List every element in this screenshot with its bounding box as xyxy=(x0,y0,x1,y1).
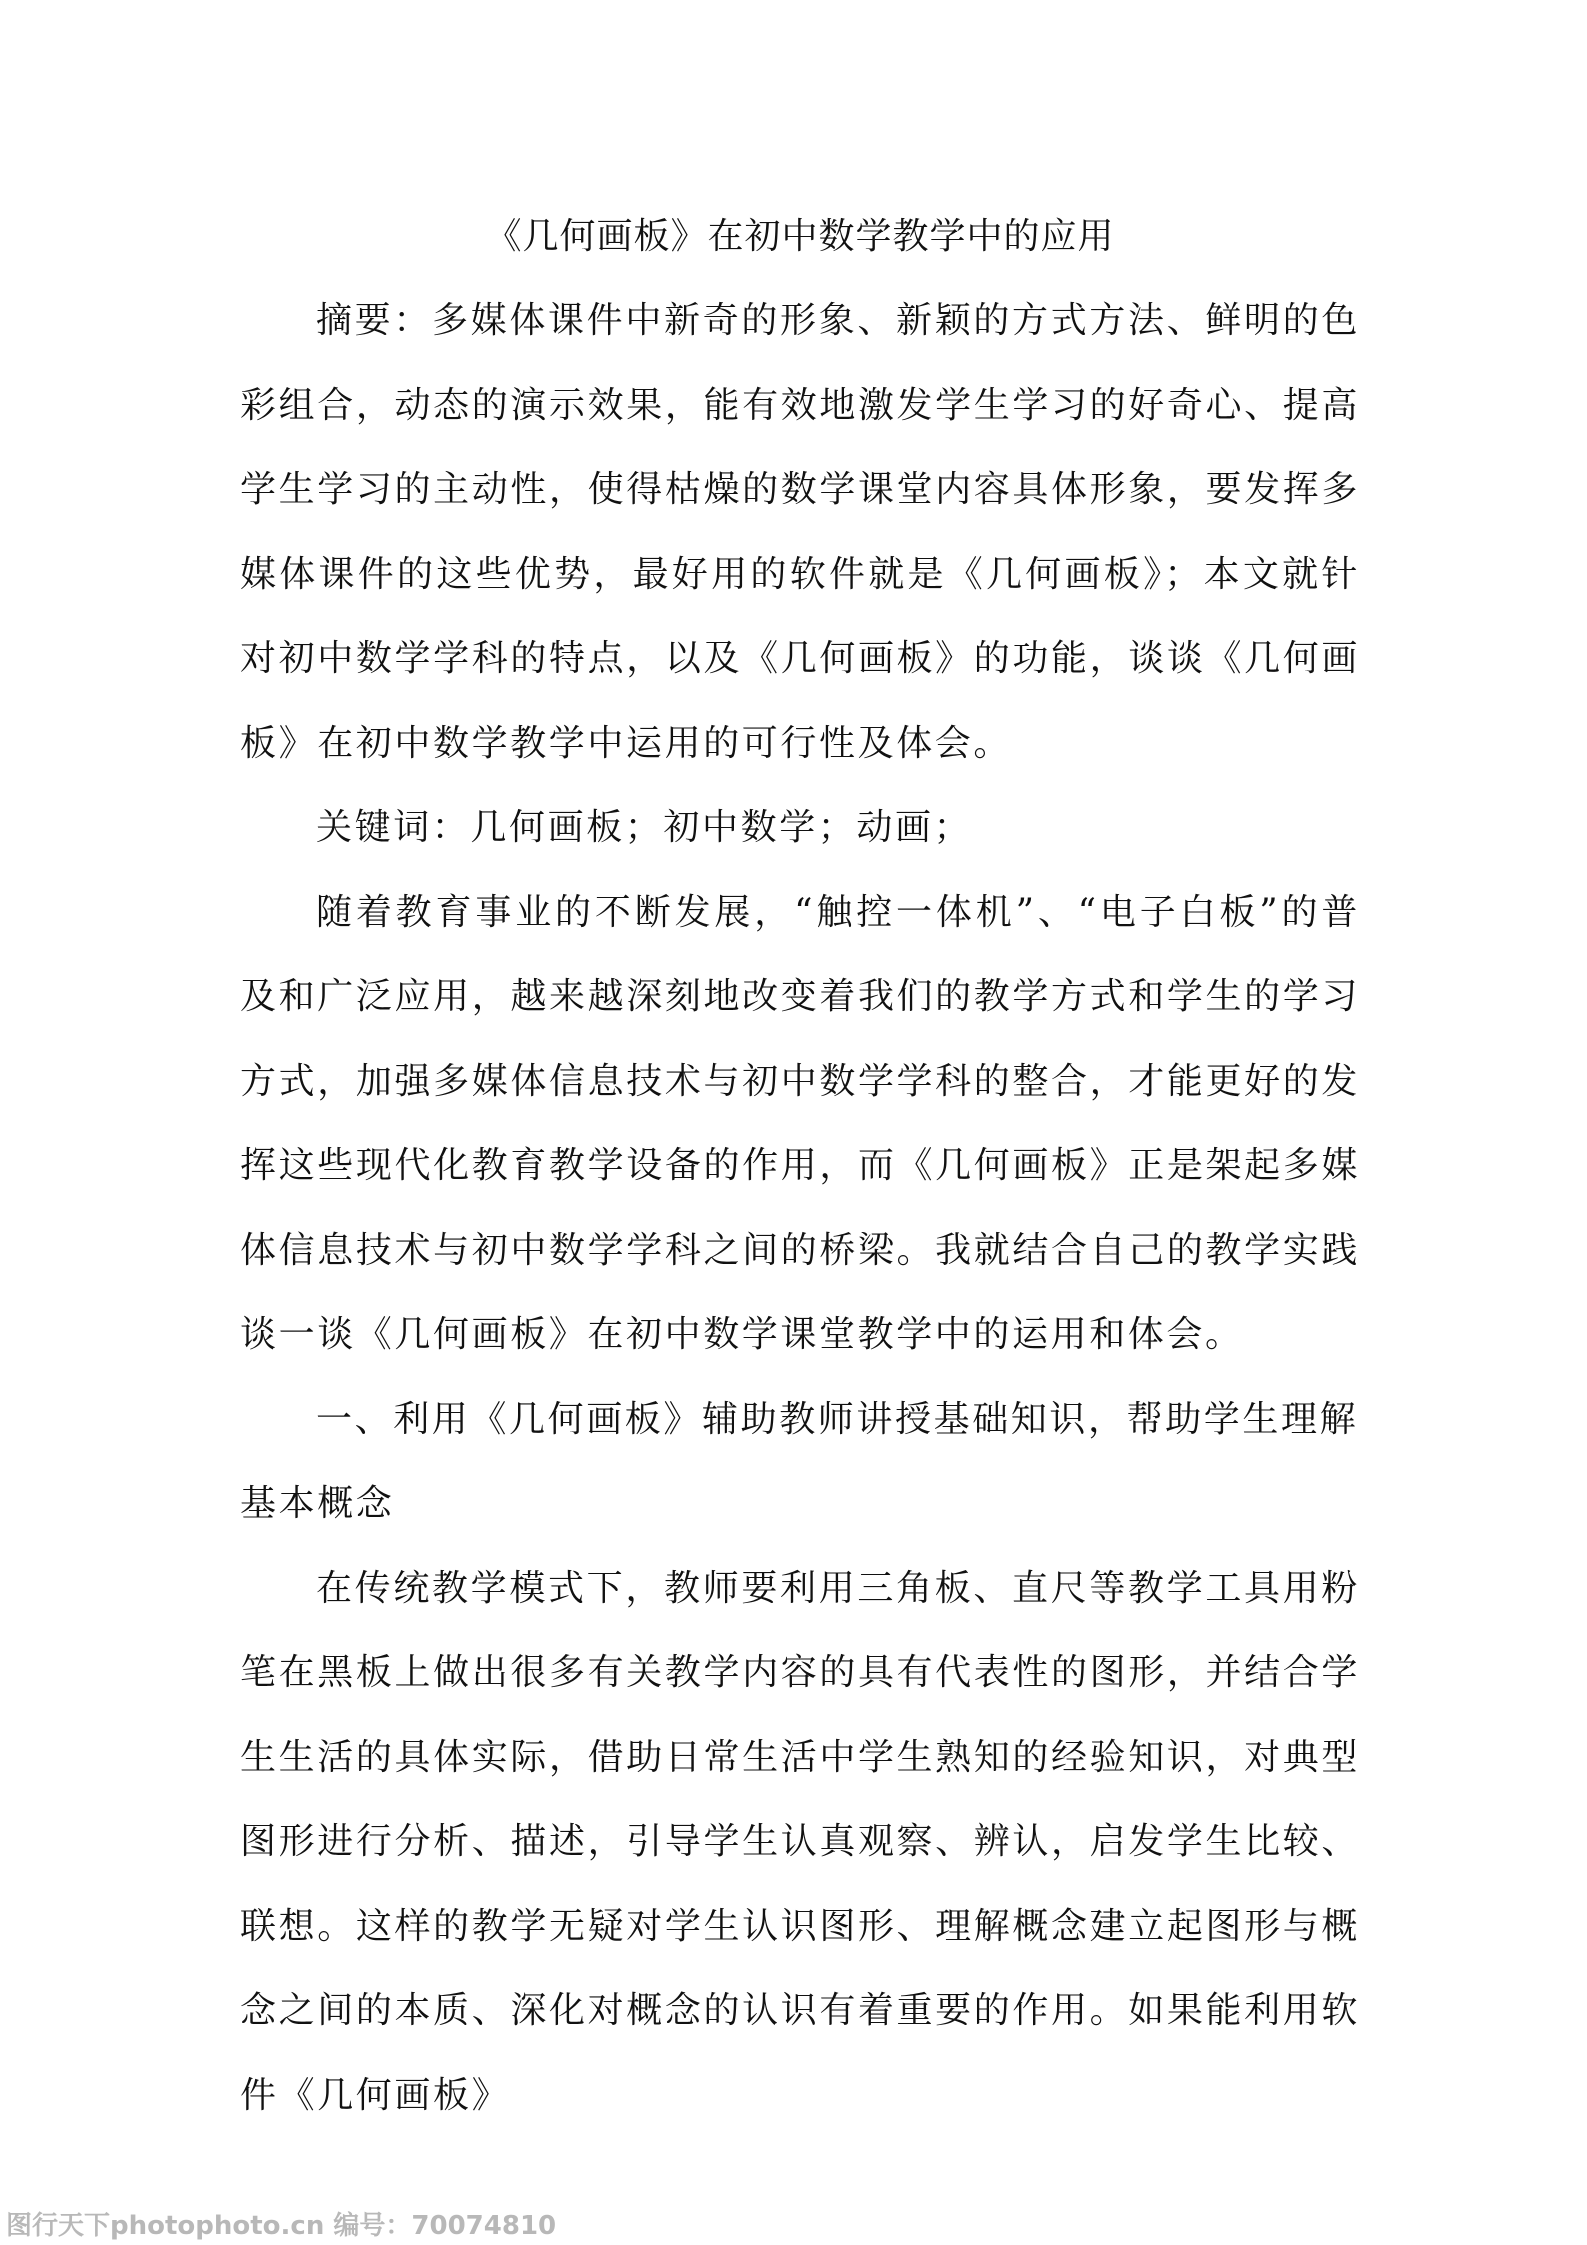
section-1-paragraph: 在传统教学模式下，教师要利用三角板、直尺等教学工具用粉笔在黑板上做出很多有关教学内容的具有代表性的图形，并结合学生生活的具体实际，借助日常生活中学生熟知的经验知识，对典型图形进行分析、描述，引导学生认真观察、辨认，启发学生比较、联想。这样的教学无疑对学生认识图形、理解概念建立起图形与概念之间的本质、深化对概念的认识有着重要的作用。如果能利用软件《几何画板》 xyxy=(240,1567,1360,2116)
watermark-text: 图行天下photophoto.cn 编号：70074810 xyxy=(6,2211,557,2241)
document-title: 《几何画板》在初中数学教学中的应用 xyxy=(485,216,1115,257)
abstract-paragraph: 摘要：多媒体课件中新奇的形象、新颖的方式方法、鲜明的色彩组合，动态的演示效果，能有效地激发学生学习的好奇心、提高学生学习的主动性，使得枯燥的数学课堂内容具体形象，要发挥多媒体课件的这些优势，最好用的软件就是《几何画板》；本文就针对初中数学学科的特点，以及《几何画板》的功能，谈谈《几何画板》在初中数学教学中运用的可行性及体会。 xyxy=(240,300,1360,764)
section-1-heading: 一、利用《几何画板》辅助教师讲授基础知识，帮助学生理解基本概念 xyxy=(240,1398,1359,1524)
document-page xyxy=(240,195,1360,2138)
intro-paragraph: 随着教育事业的不断发展，“触控一体机”、“电子白板”的普及和广泛应用，越来越深刻地改变着我们的教学方式和学生的学习方式，加强多媒体信息技术与初中数学学科的整合，才能更好的发挥这些现代化教育教学设备的作用，而《几何画板》正是架起多媒体信息技术与初中数学学科之间的桥梁。我就结合自己的教学实践谈一谈《几何画板》在初中数学课堂教学中的运用和体会。 xyxy=(240,891,1360,1355)
keywords-paragraph: 关键词：几何画板；初中数学；动画； xyxy=(316,807,973,848)
